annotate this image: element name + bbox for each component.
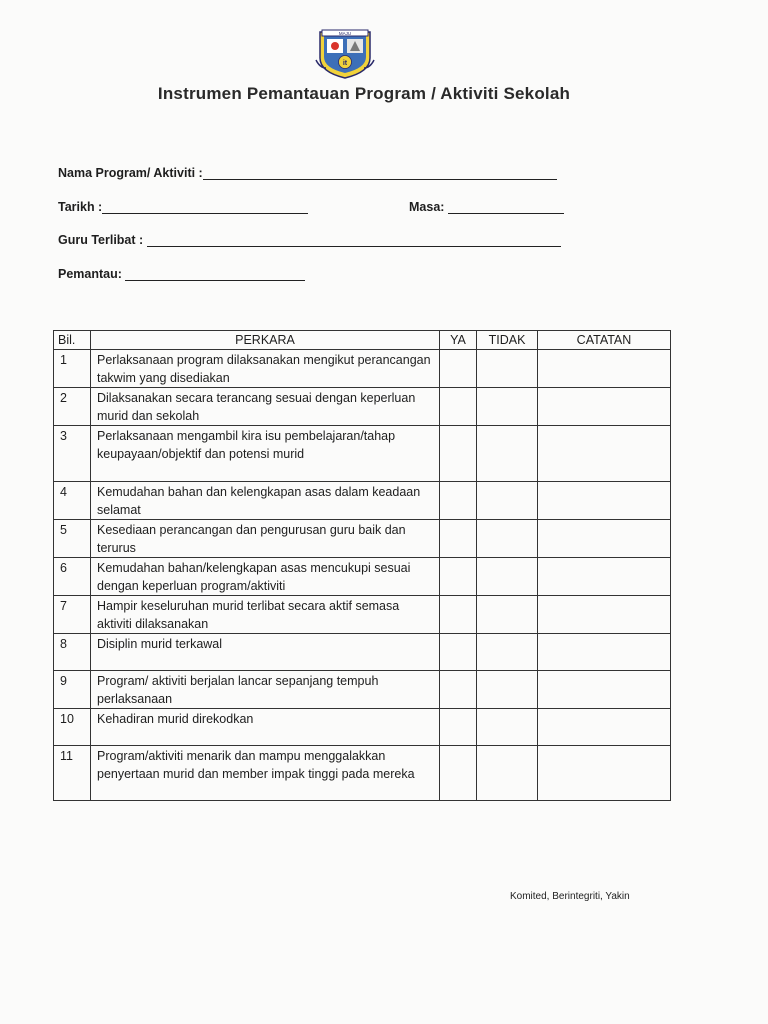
catatan-cell[interactable] (538, 558, 671, 596)
pemantau-label: Pemantau: (58, 267, 122, 281)
crest-banner-text: MAJU (338, 31, 352, 36)
row-number: 7 (54, 596, 91, 634)
table-row (54, 634, 671, 671)
ya-cell[interactable] (440, 426, 477, 482)
school-crest-logo (314, 24, 376, 80)
row-number: 1 (54, 350, 91, 388)
row-item: Disiplin murid terkawal (91, 634, 440, 671)
row-number: 2 (54, 388, 91, 426)
header-bil: Bil. (54, 331, 91, 350)
row-item: Program/aktiviti menarik dan mampu menggalakkan penyertaan murid dan member impak tinggi pada mereka (91, 746, 440, 801)
ya-cell[interactable] (440, 388, 477, 426)
header-ya: YA (440, 331, 477, 350)
masa-input-line[interactable] (448, 201, 564, 214)
row-item: Kehadiran murid direkodkan (91, 709, 440, 746)
tidak-cell[interactable] (477, 520, 538, 558)
guru-input-line[interactable] (147, 234, 561, 247)
tidak-cell[interactable] (477, 426, 538, 482)
pemantau-field (58, 267, 305, 281)
program-field (58, 166, 557, 180)
program-label: Nama Program/ Aktiviti : (58, 166, 203, 180)
guru-label: Guru Terlibat : (58, 233, 144, 247)
row-item: Program/ aktiviti berjalan lancar sepanjang tempuh perlaksanaan (91, 671, 440, 709)
catatan-cell[interactable] (538, 350, 671, 388)
table-row (54, 671, 671, 709)
tarikh-field (58, 200, 308, 214)
row-item: Perlaksanaan program dilaksanakan mengikut perancangan takwim yang disediakan (91, 350, 440, 388)
guru-field (58, 233, 561, 247)
table-row (54, 558, 671, 596)
table-header-row (54, 331, 671, 350)
catatan-cell[interactable] (538, 482, 671, 520)
row-number: 6 (54, 558, 91, 596)
ya-cell[interactable] (440, 520, 477, 558)
pemantau-input-line[interactable] (125, 268, 305, 281)
masa-field (409, 200, 564, 214)
catatan-cell[interactable] (538, 709, 671, 746)
catatan-cell[interactable] (538, 634, 671, 671)
catatan-cell[interactable] (538, 746, 671, 801)
row-item: Perlaksanaan mengambil kira isu pembelajaran/tahap keupayaan/objektif dan potensi murid (91, 426, 440, 482)
row-number: 4 (54, 482, 91, 520)
row-item: Dilaksanakan secara terancang sesuai dengan keperluan murid dan sekolah (91, 388, 440, 426)
table-row (54, 482, 671, 520)
row-number: 8 (54, 634, 91, 671)
row-number: 11 (54, 746, 91, 801)
catatan-cell[interactable] (538, 671, 671, 709)
ya-cell[interactable] (440, 746, 477, 801)
page-title: Instrumen Pemantauan Program / Aktiviti Sekolah (157, 84, 571, 103)
crest-emblem-text: it (342, 60, 348, 67)
tidak-cell[interactable] (477, 558, 538, 596)
ya-cell[interactable] (440, 558, 477, 596)
ya-cell[interactable] (440, 596, 477, 634)
row-number: 5 (54, 520, 91, 558)
footer-motto: Komited, Berintegriti, Yakin (510, 891, 630, 902)
tarikh-input-line[interactable] (102, 201, 308, 214)
row-number: 9 (54, 671, 91, 709)
tidak-cell[interactable] (477, 709, 538, 746)
catatan-cell[interactable] (538, 388, 671, 426)
row-item: Kemudahan bahan/kelengkapan asas mencukupi sesuai dengan keperluan program/aktiviti (91, 558, 440, 596)
row-item: Hampir keseluruhan murid terlibat secara aktif semasa aktiviti dilaksanakan (91, 596, 440, 634)
ya-cell[interactable] (440, 634, 477, 671)
monitoring-table (53, 330, 671, 801)
header-perkara: PERKARA (91, 331, 440, 350)
ya-cell[interactable] (440, 671, 477, 709)
table-row (54, 520, 671, 558)
row-item: Kemudahan bahan dan kelengkapan asas dalam keadaan selamat (91, 482, 440, 520)
table-row (54, 709, 671, 746)
ya-cell[interactable] (440, 350, 477, 388)
tidak-cell[interactable] (477, 596, 538, 634)
table-row (54, 746, 671, 801)
catatan-cell[interactable] (538, 520, 671, 558)
table-row (54, 596, 671, 634)
catatan-cell[interactable] (538, 426, 671, 482)
tidak-cell[interactable] (477, 482, 538, 520)
tarikh-label: Tarikh : (58, 200, 103, 214)
program-input-line[interactable] (203, 167, 557, 180)
row-item: Kesediaan perancangan dan pengurusan guru baik dan terurus (91, 520, 440, 558)
ya-cell[interactable] (440, 709, 477, 746)
ya-cell[interactable] (440, 482, 477, 520)
row-number: 3 (54, 426, 91, 482)
header-tidak: TIDAK (477, 331, 538, 350)
table-row (54, 388, 671, 426)
tidak-cell[interactable] (477, 671, 538, 709)
masa-label: Masa: (409, 200, 445, 214)
header-catatan: CATATAN (538, 331, 671, 350)
tidak-cell[interactable] (477, 388, 538, 426)
tidak-cell[interactable] (477, 746, 538, 801)
catatan-cell[interactable] (538, 596, 671, 634)
table-row (54, 426, 671, 482)
tidak-cell[interactable] (477, 350, 538, 388)
table-row (54, 350, 671, 388)
tidak-cell[interactable] (477, 634, 538, 671)
row-number: 10 (54, 709, 91, 746)
